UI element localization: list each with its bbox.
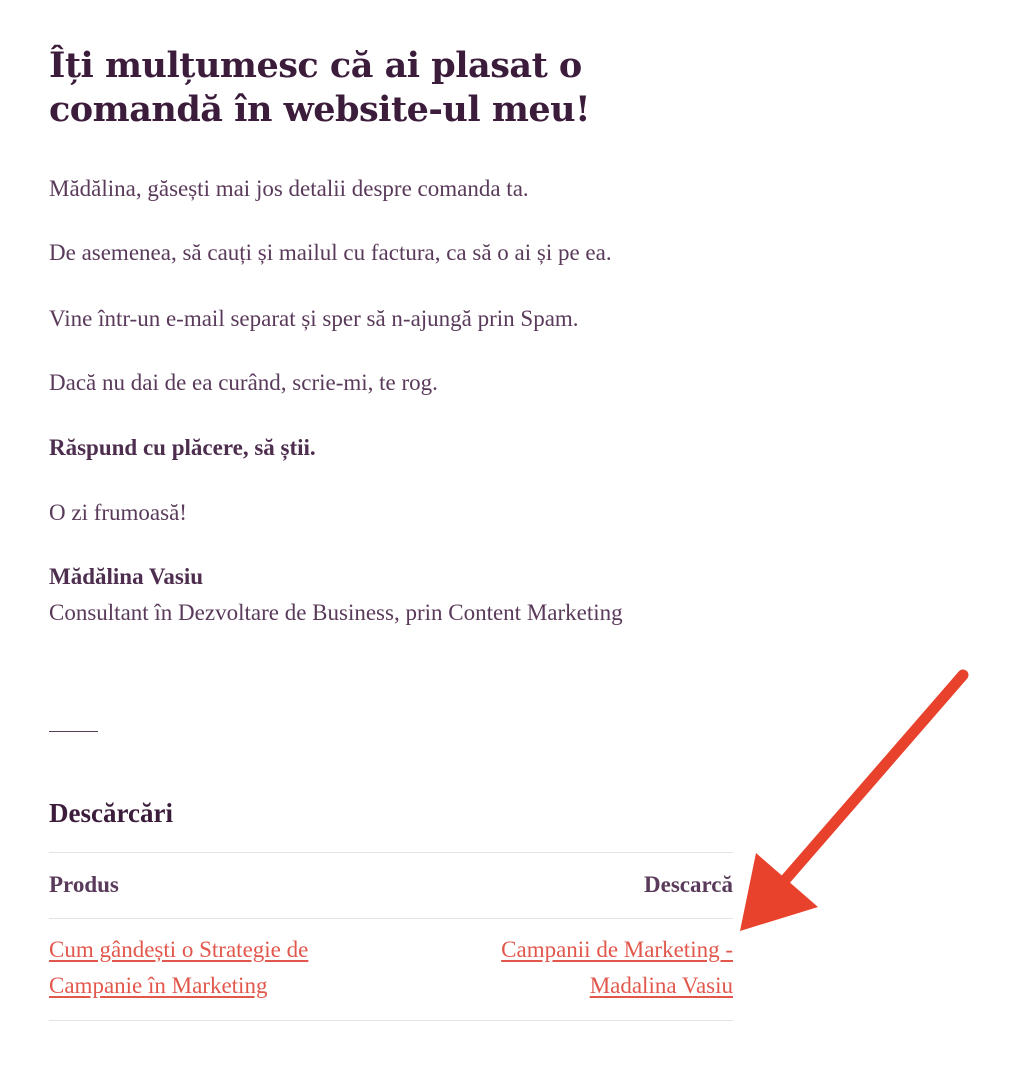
table-top-border: [49, 852, 733, 853]
signature-title: Consultant în Dezvoltare de Business, prin Content Marketing: [49, 600, 623, 625]
closing-text: O zi frumoasă!: [49, 500, 187, 525]
paragraph-invoice: De asemenea, să cauți și mailul cu factura, ca să o ai și pe ea.: [49, 240, 612, 265]
downloads-title: Descărcări: [49, 798, 173, 828]
page-title: Îți mulțumesc că ai plasat o comandă în website-ul meu!: [49, 45, 590, 130]
signature-name: Mădălina Vasiu: [49, 564, 204, 589]
table-header-border: [49, 918, 733, 919]
column-header-download: Descarcă: [644, 872, 733, 897]
divider: [49, 731, 98, 732]
bold-note: Răspund cu plăcere, să știi.: [49, 435, 316, 460]
download-link[interactable]: Campanii de Marketing - Madalina Vasiu: [501, 937, 733, 998]
arrow-pointer-icon: [730, 665, 980, 940]
paragraph-separate-email: Vine într-un e-mail separat și sper să n-ajungă prin Spam.: [49, 306, 579, 331]
table-bottom-border: [49, 1020, 733, 1021]
column-header-product: Produs: [49, 872, 119, 897]
product-link[interactable]: Cum gândești o Strategie de Campanie în Marketing: [49, 937, 309, 998]
paragraph-details: Mădălina, găsești mai jos detalii despre comanda ta.: [49, 176, 529, 201]
paragraph-contact: Dacă nu dai de ea curând, scrie-mi, te rog.: [49, 370, 438, 395]
